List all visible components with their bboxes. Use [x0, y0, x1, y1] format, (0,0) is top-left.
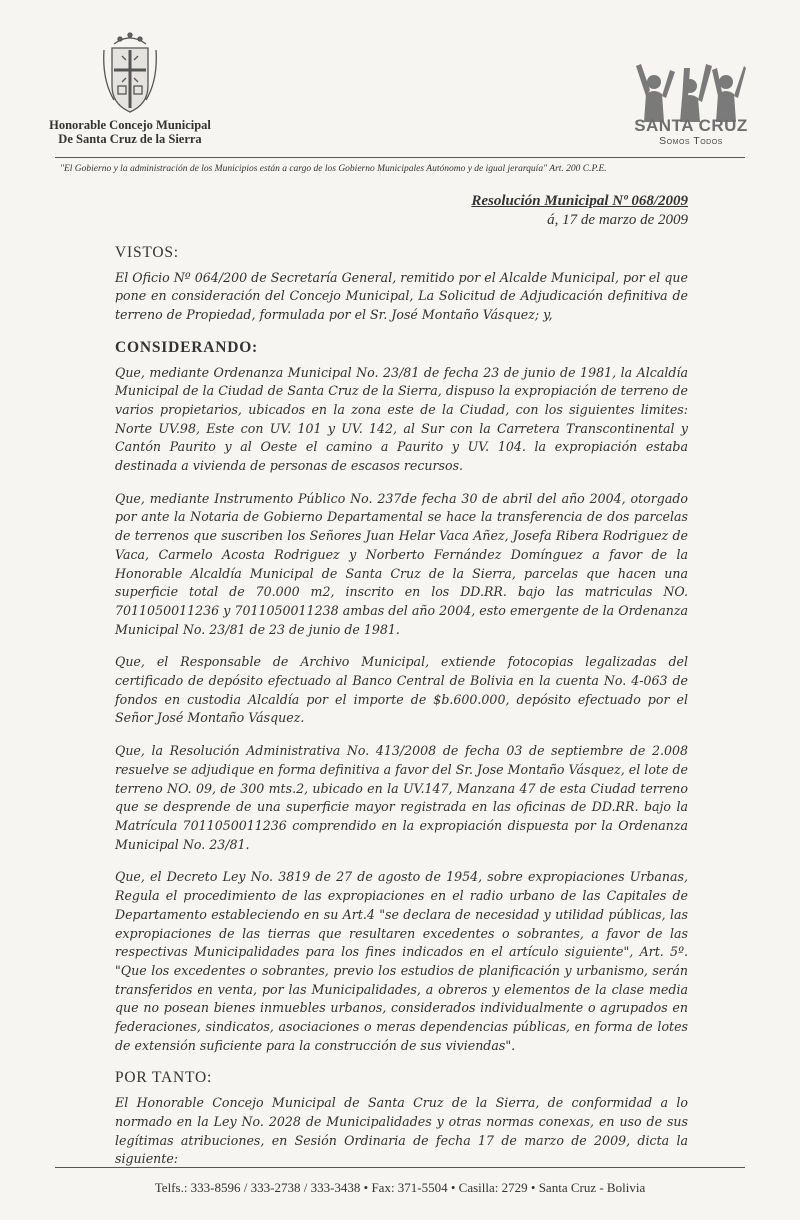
council-name-line2: De Santa Cruz de la Sierra — [58, 132, 202, 146]
considerando-paragraph-1: Que, mediante Ordenanza Municipal No. 23/81 de fecha 23 de junio de 1981, la Alcaldía Municipal de la Ciudad de Santa Cruz de la Sierra, dispuso la expropiación de terreno de varios propietarios, ubicados en la zona este de la Ciudad, con los siguientes limites: Norte UV.98, Este con UV. 101 y UV. 142, al Sur con la Carretera Transcontinental y Cantón Paurito y al Oeste el camino a Paurito y UV. 104. la expropiación estaba destinada a vivienda de personas de escasos recursos. — [115, 364, 688, 474]
footer-divider — [55, 1167, 745, 1168]
council-name — [40, 118, 220, 146]
vistos-paragraph: El Oficio Nº 064/200 de Secretaría General, remitido por el Alcalde Municipal, por el que pone en consideración del Concejo Municipal, La Solicitud de Adjudicación definitiva de terreno de Propiedad, formulada por el Sr. José Montaño Vásquez; y, — [115, 269, 688, 323]
vistos-heading: VISTOS: — [115, 244, 179, 261]
resolution-title: Resolución Municipal Nº 068/2009 — [471, 193, 688, 209]
people-raising-arms-icon — [634, 60, 746, 122]
considerando-paragraph-2: Que, mediante Instrumento Público No. 237de fecha 30 de abril del año 2004, otorgado por ante la Notaria de Gobierno Departamental se hace la transferencia de dos parcelas de terrenos que suscriben los Señores Juan Helar Vaca Añez, Josefa Ribera Rodriguez de Vaca, Carmelo Acosta Rodriguez y Norberto Fernández Domínguez a favor de la Honorable Alcaldía Municipal de Santa Cruz de la Sierra, parcelas que hacen una superficie total de 70.000 m2, inscrito en los DD.RR. bajo las matriculas NO. 7011050011236 y 7011050011238 ambas del año 2004, esto emergente de la Ordenanza Municipal No. 23/81 de 23 de junio de 1981. — [115, 490, 688, 637]
municipal-crest-icon — [100, 30, 160, 118]
portanto-heading: POR TANTO: — [115, 1069, 213, 1087]
footer-contact: Telfs.: 333-8596 / 333-2738 / 333-3438 • Fax: 371-5504 • Casilla: 2729 • Santa Cruz - Bolivia — [154, 1180, 646, 1195]
considerando-paragraph-4: Que, la Resolución Administrativa No. 413/2008 de fecha 03 de septiembre de 2.008 resuelve se adjudique en forma definitiva a favor del Sr. Jose Montaño Vásquez, el lote de terreno NO. 09, de 300 mts.2, ubicado en la UV.147, Manzana 47 de esta Ciudad terreno que se desprende de una superficie mayor registrada en las oficinas de DD.RR. bajo la Matrícula 7011050011236 comprendido en la expropiación dispuesta por la Ordenanza Municipal No. 23/81. — [115, 743, 688, 852]
portanto-paragraph: El Honorable Concejo Municipal de Santa Cruz de la Sierra, de conformidad a lo normado en la Ley No. 2028 de Municipalidades y otras normas conexas, en uso de sus legítimas atribuciones, en Sesión Ordinaria de fecha 17 de marzo de 2009, dicta la siguiente: — [115, 1095, 688, 1167]
brand-tagline: Somos Todos — [659, 135, 723, 147]
considerando-paragraph-3: Que, el Responsable de Archivo Municipal, extiende fotocopias legalizadas del certificado de depósito efectuado al Banco Central de Bolivia en la cuenta No. 4-063 de fondos en custodia Alcaldía por el importe de $b.600.000, depósito efectuado por el Señor José Montaño Vásquez. — [115, 654, 688, 726]
considerando-heading: CONSIDERANDO: — [115, 338, 259, 356]
resolution-date: á, 17 de marzo de 2009 — [547, 212, 688, 228]
document-body — [115, 244, 688, 1183]
council-name-line1: Honorable Concejo Municipal — [49, 118, 211, 132]
considerando-paragraph-5: Que, el Decreto Ley No. 3819 de 27 de agosto de 1954, sobre expropiaciones Urbanas, Regula el procedimiento de las expropiaciones en el radio urbano de las Capitales de Departamento estableciendo en su Art.4 "se declara de necesidad y utilidad públicas, las expropiaciones de las tierras que resultaren excedentes o sobrantes, a favor de las respectivas Municipalidades para los fines indicados en el artículo siguiente", Art. 5º. "Que los excedentes o sobrantes, previo los estudios de planificación y urbanismo, serán transferidos en venta, por las Municipalidades, a obreros y elementos de la clase media que no posean bienes inmuebles urbanos, considerados individualmente o agrupados en federaciones, sindicatos, asociaciones o meras dependencias públicas, en forma de lotes de extensión suficiente para la construcción de sus viviendas". — [115, 869, 688, 1053]
header-divider — [55, 157, 745, 158]
constitution-quote: "El Gobierno y la administración de los Municipios están a cargo de los Gobierno Municipales Autónomo y de igual jerarquía" Art. 200 C.P.E. — [60, 164, 607, 174]
brand-name: SANTA CRUZ — [634, 116, 748, 135]
